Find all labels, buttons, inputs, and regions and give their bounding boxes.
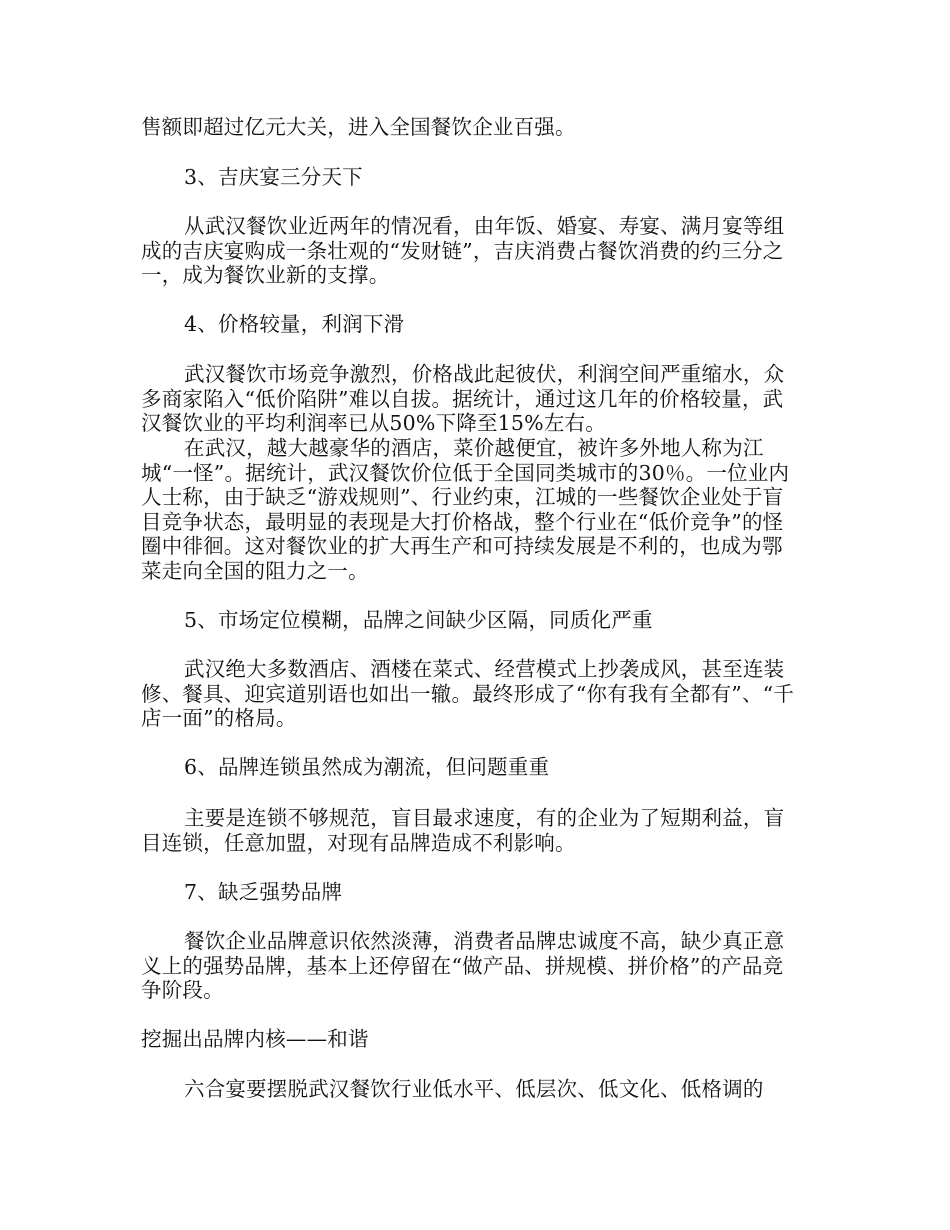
paragraph-section-7: 餐饮企业品牌意识依然淡薄，消费者品牌忠诚度不高，缺少真正意义上的强势品牌，基本上还停留在“做产品、拼规模、拼价格”的产品竞争阶段。 <box>141 929 785 1002</box>
paragraph-section-5: 武汉绝大多数酒店、酒楼在菜式、经营模式上抄袭成风，甚至连装修、餐具、迎宾道别语也如出一辙。最终形成了“你有我有全都有”、“千店一面”的格局。 <box>141 657 795 730</box>
paragraph-section-4b: 在武汉，越大越豪华的酒店，菜价越便宜，被许多外地人称为江城“一怪”。据统计，武汉餐饮价位低于全国同类城市的30％。一位业内人士称，由于缺乏“游戏规则”、行业约束，江城的一些餐饮企业处于盲目竞争状态，最明显的表现是大打价格战，整个行业在“低价竞争”的怪圈中徘徊。这对餐饮业的扩大再生产和可持续发展是不利的，也成为鄂菜走向全国的阻力之一。 <box>141 436 790 583</box>
section-heading-3: 3、吉庆宴三分天下 <box>184 165 363 189</box>
section-heading-7: 7、缺乏强势品牌 <box>184 880 343 904</box>
paragraph-section-4a: 武汉餐饮市场竞争激烈，价格战此起彼伏，利润空间严重缩水，众多商家陷入“低价陷阱”难以自拔。据统计，通过这几年的价格较量，武汉餐饮业的平均利润率已从50%下降至15%左右。 <box>141 362 785 435</box>
paragraph-section-6: 主要是连锁不够规范，盲目最求速度，有的企业为了短期利益，盲目连锁，任意加盟，对现有品牌造成不利影响。 <box>141 806 785 855</box>
paragraph-section-3: 从武汉餐饮业近两年的情况看，由年饭、婚宴、寿宴、满月宴等组成的吉庆宴购成一条壮观的“发财链”，吉庆消费占餐饮消费的约三分之一，成为餐饮业新的支撑。 <box>141 214 785 287</box>
section-heading-4: 4、价格较量，利润下滑 <box>184 312 405 336</box>
paragraph-liuhe-banquet: 六合宴要摆脱武汉餐饮行业低水平、低层次、低文化、低格调的 <box>184 1077 764 1101</box>
paragraph-intro-continuation: 售额即超过亿元大关，进入全国餐饮企业百强。 <box>141 115 576 139</box>
section-heading-5: 5、市场定位模糊，品牌之间缺少区隔，同质化严重 <box>184 608 653 632</box>
section-heading-6: 6、品牌连锁虽然成为潮流，但问题重重 <box>184 755 550 779</box>
subheading-brand-core: 挖掘出品牌内核——和谐 <box>141 1027 369 1051</box>
